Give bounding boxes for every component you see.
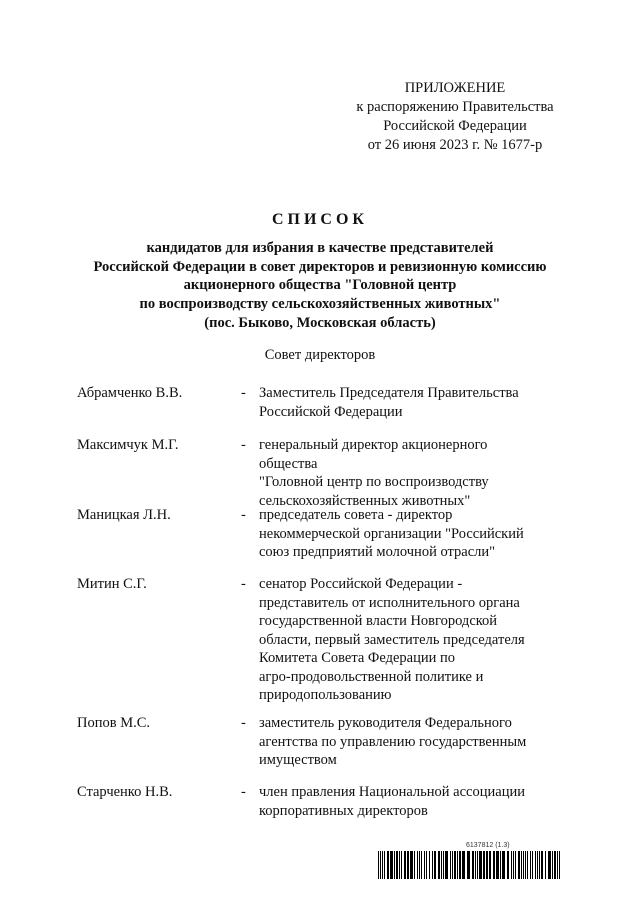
barcode-bar (535, 851, 536, 879)
appendix-authority: Российской Федерации (383, 118, 527, 134)
barcode-bar (552, 851, 553, 879)
barcode-bar (394, 851, 395, 879)
role-line: союз предприятий молочной отрасли" (259, 544, 496, 560)
role-line: Российской Федерации (259, 403, 403, 420)
barcode-icon (378, 851, 562, 879)
appendix-title: ПРИЛОЖЕНИЕ (404, 80, 506, 96)
barcode-bar (537, 851, 538, 879)
barcode-bar (432, 851, 433, 879)
barcode-bar (414, 851, 415, 879)
barcode-bar (401, 851, 402, 879)
member-name: Максимчук М.Г. (77, 437, 179, 453)
appendix-header (330, 79, 580, 155)
appendix-date-number: от 26 июня 2023 г. № 1677-р (367, 137, 543, 153)
barcode-bar (527, 851, 528, 879)
barcode-bar (530, 851, 531, 879)
barcode-bar (548, 851, 551, 879)
section-heading: Совет директоров (264, 347, 376, 363)
barcode-bar (477, 851, 478, 879)
barcode-bar (382, 851, 383, 879)
barcode-bar (454, 851, 456, 879)
barcode-bar (557, 851, 558, 879)
member-role (259, 506, 549, 562)
member-name: Абрамченко В.В. (77, 385, 183, 401)
role-line: представитель от исполнительного органа (259, 594, 520, 611)
barcode-bar (419, 851, 420, 879)
barcode-bar (496, 851, 499, 879)
role-line: имуществом (259, 752, 337, 768)
subtitle-line: Российской Федерации в совет директоров и ревизионную комиссию (93, 258, 547, 275)
barcode-bar (424, 851, 425, 879)
barcode-bar (462, 851, 465, 879)
subtitle-line: кандидатов для избрания в качестве представителей (146, 240, 494, 256)
barcode-bar (541, 851, 543, 879)
barcode-bar (507, 851, 509, 879)
barcode-bar (493, 851, 495, 879)
barcode-bar (384, 851, 385, 879)
barcode-bar (467, 851, 470, 879)
role-line: заместитель руководителя Федерального (259, 715, 512, 731)
barcode-bar (404, 851, 406, 879)
member-role (259, 783, 549, 820)
barcode-label: 6137812 (1.3) (466, 842, 510, 849)
member-role (259, 575, 549, 705)
barcode-bar (396, 851, 398, 879)
barcode-bar (438, 851, 440, 879)
barcode-bar (441, 851, 442, 879)
barcode-bar (486, 851, 488, 879)
barcode-bar (421, 851, 422, 879)
barcode-bar (515, 851, 516, 879)
barcode-bar (511, 851, 512, 879)
role-line: сельскохозяйственных животных" (259, 492, 471, 509)
barcode-bar (489, 851, 491, 879)
barcode-bar (554, 851, 556, 879)
member-role (259, 714, 549, 770)
role-line: генеральный директор акционерного общества (259, 437, 488, 472)
appendix-reference: к распоряжению Правительства (356, 99, 554, 115)
subtitle-line: акционерного общества "Головной центр (183, 277, 457, 293)
member-name: Старченко Н.В. (77, 784, 173, 800)
role-line: агентства по управлению государственным (259, 733, 527, 750)
member-name: Попов М.С. (77, 715, 151, 731)
barcode-bar (513, 851, 514, 879)
role-line: член правления Национальной ассоциации (259, 784, 525, 800)
barcode-bar (443, 851, 444, 879)
barcode-bar (502, 851, 505, 879)
barcode-bar (387, 851, 389, 879)
barcode-bar (452, 851, 453, 879)
role-line: государственной власти Новгородской (259, 613, 498, 629)
barcode-bar (378, 851, 379, 879)
barcode-bar (445, 851, 448, 879)
member-dash: - (241, 437, 246, 453)
member-dash: - (241, 385, 246, 401)
barcode-bar (410, 851, 413, 879)
member-dash: - (241, 507, 246, 523)
role-line: агро-продовольственной политике и (259, 668, 484, 685)
role-line: некоммерческой организации "Российский (259, 525, 524, 542)
role-line: области, первый заместитель председателя (259, 631, 525, 648)
barcode-bar (457, 851, 458, 879)
barcode-bar (521, 851, 522, 879)
location-note: (пос. Быково, Московская область) (204, 315, 436, 331)
barcode-bar (483, 851, 485, 879)
barcode-bar (417, 851, 418, 879)
role-line: природопользованию (259, 687, 392, 703)
member-dash: - (241, 715, 246, 731)
barcode-bar (407, 851, 409, 879)
barcode-bar (472, 851, 474, 879)
barcode-bar (479, 851, 482, 879)
member-dash: - (241, 784, 246, 800)
barcode-bar (475, 851, 476, 879)
barcode-bar (380, 851, 381, 879)
barcode-bar (450, 851, 451, 879)
barcode-bar (500, 851, 501, 879)
barcode-bar (518, 851, 520, 879)
member-dash: - (241, 576, 246, 592)
barcode-bar (426, 851, 427, 879)
role-line: Комитета Совета Федерации по (259, 650, 456, 666)
barcode-bar (429, 851, 430, 879)
member-role (259, 436, 549, 510)
barcode-bar (399, 851, 400, 879)
document-title: СПИСОК (271, 211, 369, 228)
barcode-bar (434, 851, 436, 879)
member-name: Митин С.Г. (77, 576, 147, 592)
subtitle-line: по воспроизводству сельскохозяйственных животных" (139, 295, 501, 312)
role-line: "Головной центр по воспроизводству (259, 474, 489, 490)
role-line: сенатор Российской Федерации - (259, 576, 463, 592)
member-role (259, 384, 549, 421)
role-line: Заместитель Председателя Правительства (259, 385, 519, 401)
role-line: корпоративных директоров (259, 802, 428, 819)
barcode-bar (532, 851, 533, 879)
barcode-bar (390, 851, 393, 879)
barcode-bar (539, 851, 540, 879)
role-line: председатель совета - директор (259, 507, 453, 523)
barcode-bar (559, 851, 560, 879)
barcode-bar (525, 851, 526, 879)
barcode-bar (523, 851, 524, 879)
member-name: Маницкая Л.Н. (77, 507, 171, 523)
barcode-bar (545, 851, 546, 879)
document-subtitle (40, 239, 600, 313)
barcode-bar (459, 851, 461, 879)
